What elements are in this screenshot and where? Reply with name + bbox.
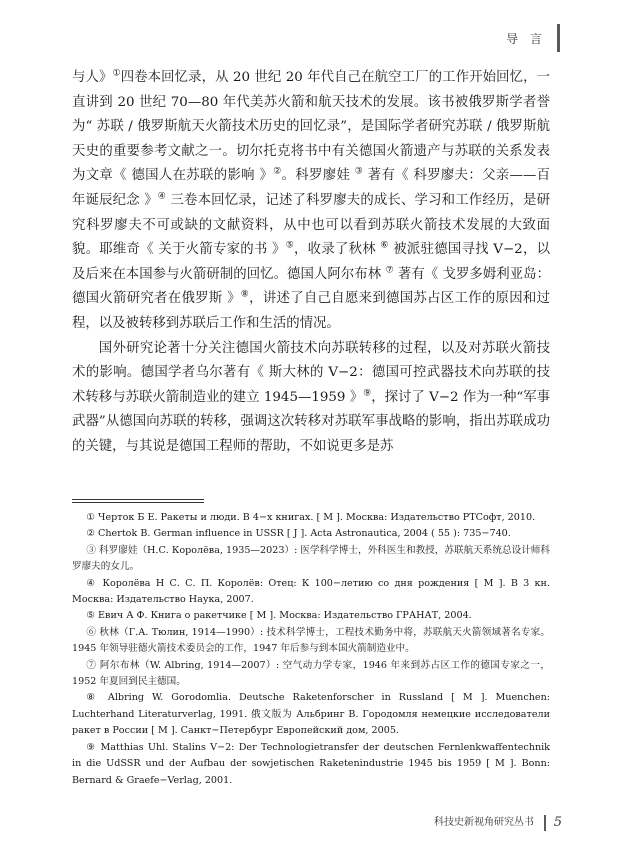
- text-run: ，收录了秋林: [294, 242, 381, 258]
- footnote-ref[interactable]: ⑦: [385, 265, 394, 276]
- footnote-ref[interactable]: ⑧: [240, 289, 250, 300]
- series-title: 科技史新视角研究丛书: [434, 817, 534, 828]
- text-run: ，讲述了自己自愿来到德国苏占区工作的原因和过程，以及被转移到苏联后工作和生活的情况。: [72, 291, 550, 331]
- footnote-ref[interactable]: ⑨: [363, 388, 372, 399]
- text-run: 。科罗廖娃: [281, 168, 355, 184]
- running-head: 导 言: [506, 32, 546, 46]
- text-run: 四卷本回忆录，从 20 世纪 20 年代自己在航空工厂的工作开始回忆，一直讲到 20 世纪 70—80 年代美苏火箭和航天技术的发展。该书被俄罗斯学者誉为“ 苏联 / 俄罗斯航天火箭技术历史的回忆录”，是国际学者研究苏联 / 俄罗斯航天史的重要参考文献之一。切尔托克将书中有关德国火箭遗产与苏联的关系发表为文章《 德国人在苏联的影响 》: [72, 70, 551, 184]
- footnote-2: ② Chertok B. German influence in USSR [ J ]. Acta Astronautica, 2004 ( 55 ): 735−740.: [86, 528, 511, 540]
- page-number: 5: [553, 815, 562, 830]
- paragraph-2: [72, 337, 550, 460]
- footnote-ref[interactable]: ②: [273, 166, 282, 177]
- footnote-ref[interactable]: ③: [354, 166, 364, 177]
- text-run: 著有《 戈罗多姆利亚岛：德国火箭研究者在俄罗斯 》: [72, 266, 550, 307]
- text-run: 国外研究论著十分关注德国火箭技术向苏联转移的过程，以及对苏联火箭技术的影响。德国学者乌尔著有《 斯大林的 V−2：德国可控武器技术向苏联的技术转移与苏联火箭制造业的建立 1945—1959 》: [72, 340, 550, 405]
- footnote-ref[interactable]: ⑥: [380, 240, 389, 251]
- footnote-6: ⑥ 秋林（Г.А. Тюлин, 1914—1990）: 技术科学博士，工程技术勤务中将，苏联航天火箭领域著名专家。1945 年领导驻德火箭技术委员会的工作，1947 年后参与到本国火箭制造业中。: [72, 626, 550, 655]
- footnote-ref[interactable]: ⑤: [285, 240, 295, 251]
- footer-bar: [544, 815, 546, 831]
- footnote-9: ⑨ Matthias Uhl. Stalins V−2: Der Technologietransfer der deutschen Fernlenkwaffentechnik in die UdSSR und der Aufbau der sowjetischen Raketenindustrie 1945 bis 1959 [ M ]. Bonn: Bernard & Graefe−Verlag, 2001.: [72, 741, 550, 786]
- footnote-ref[interactable]: ①: [112, 68, 121, 79]
- text-run: ，探讨了 V−2 作为一种“军事武器”从德国向苏联的转移，强调这次转移对苏联军事战略的影响，指出苏联成功的关键，与其说是德国工程师的帮助，不如说更多是苏: [72, 389, 551, 454]
- footnote-divider: [72, 502, 204, 503]
- footnotes: [72, 510, 550, 789]
- text-run: 与人》: [72, 70, 113, 85]
- footnote-divider: [72, 499, 204, 500]
- text-run: 著有《 科罗廖夫：父亲——百年诞辰纪念 》: [72, 168, 551, 208]
- footnote-7: ⑦ 阿尔布林（W. Albring, 1914—2007）: 空气动力学专家，1946 年来到苏占区工作的德国专家之一，1952 年夏回到民主德国。: [72, 659, 550, 688]
- footnote-ref[interactable]: ④: [157, 191, 167, 202]
- text-run: 被派驻德国寻找 V−2，以及后来在本国参与火箭研制的回忆。德国人阿尔布林: [72, 242, 550, 282]
- footnote-8: ⑧ Albring W. Gorodomlia. Deutsche Raketenforscher in Russland [ M ]. Muenchen: Luchterhand Literaturverlag, 1991. 俄文版为 Альбринг В. Городомля немецкие исследователи ракет в России [ М ]. Санкт−Петербург Европейский дом, 2005.: [72, 692, 550, 737]
- text-run: 三卷本回忆录，记述了科罗廖夫的成长、学习和工作经历，是研究科罗廖夫不可或缺的文献资料，从中也可以看到苏联火箭技术发展的大致面貌。耶维奇《 关于火箭专家的书 》: [72, 192, 550, 258]
- paragraph-1: [72, 66, 550, 337]
- body-text: [72, 66, 550, 460]
- footnote-4: ④ Королёва Н С. С. П. Королёв: Отец: К 100−летию со дня рождения [ М ]. В 3 кн. Москва: Издательство Наука, 2007.: [72, 577, 550, 606]
- footnote-3: ③ 科罗廖娃（Н.С. Королёва, 1935—2023）: 医学科学博士，外科医生和教授，苏联航天系统总设计师科罗廖夫的女儿。: [72, 544, 550, 573]
- footnote-5: ⑤ Евич А Ф. Книга о ракетчике [ М ]. Москва: Издательство ГРАНАТ, 2004.: [86, 610, 472, 622]
- footnote-1: ① Черток Б Е. Ракеты и люди. В 4−х книгах. [ М ]. Москва: Издательство РТСофт, 2010.: [86, 512, 536, 523]
- running-head-bar: [557, 24, 560, 52]
